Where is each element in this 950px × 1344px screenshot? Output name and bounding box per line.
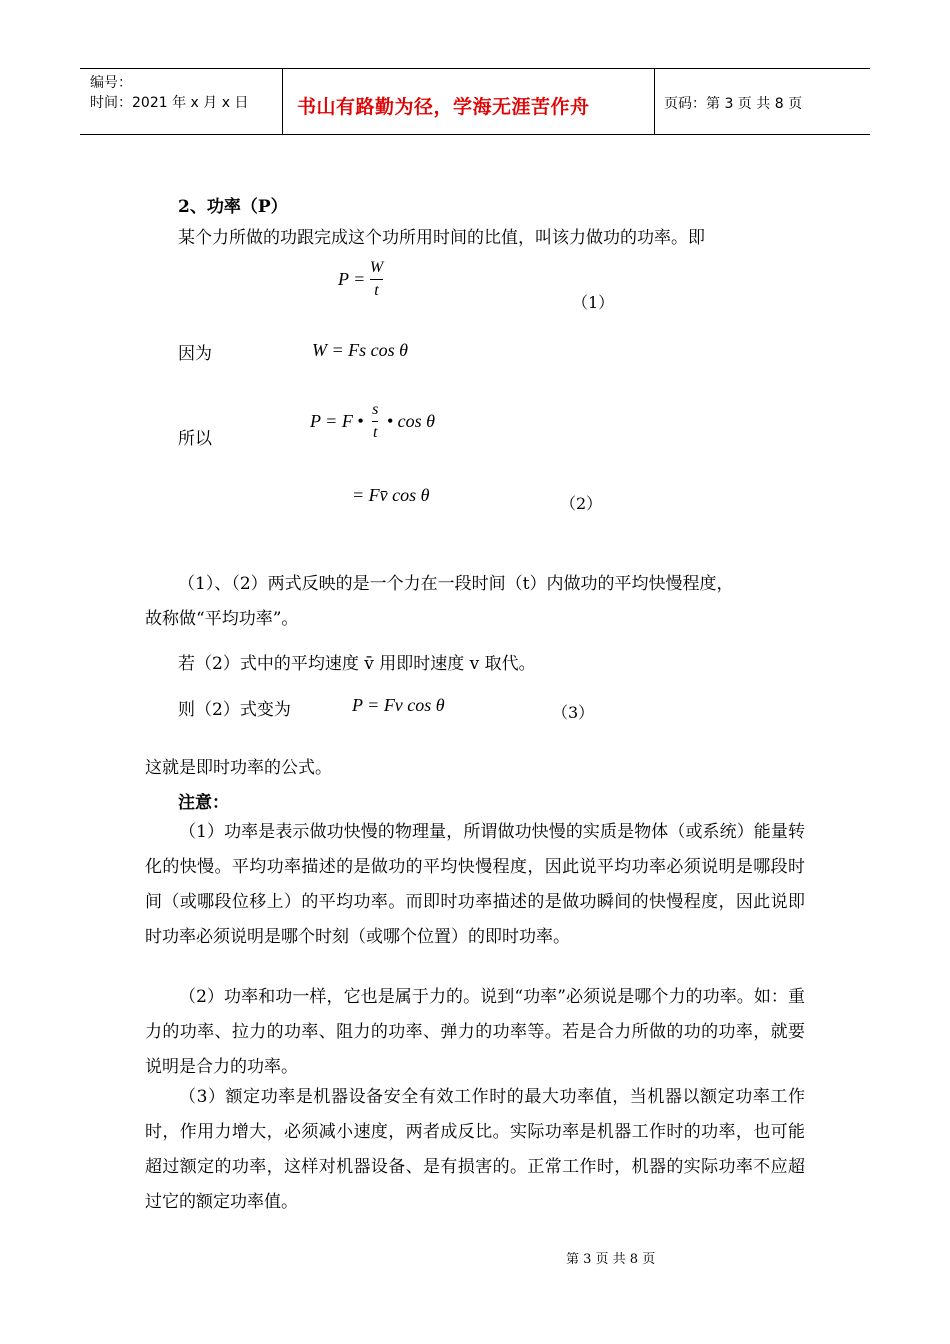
eq1-lhs: P =: [338, 269, 366, 289]
equation-3-label: 则（2）式变为: [178, 700, 291, 720]
header-top-border: [80, 68, 870, 69]
header-time-label: 时间：2021 年 x 月 x 日: [90, 95, 249, 111]
header-motto: 书山有路勤为径，学海无涯苦作舟: [297, 96, 590, 118]
eq1-numerator: W: [369, 259, 384, 276]
note-2: （2）功率和功一样，它也是属于力的。说到“功率”必须说是哪个力的功率。如：重力的功率、拉力的功率、阻力的功率、弹力的功率等。若是合力所做的功的功率，就要说明是合力的功率。: [145, 987, 805, 1077]
eq2a-lhs: P = F •: [310, 411, 364, 431]
section-title: 2、功率（P）: [178, 197, 288, 217]
eq1-denominator: t: [374, 282, 379, 299]
equation-work: W = Fs cos θ: [312, 340, 408, 360]
note-3: （3）额定功率是机器设备安全有效工作时的最大功率值，当机器以额定功率工作时，作用力增大，必须减小速度，两者成反比。实际功率是机器工作时的功率，也可能超过额定的功率，这样对机器设备、是有损害的。正常工作时，机器的实际功率不应超过它的额定功率值。: [145, 1087, 805, 1212]
paragraph-average-power-line2: 故称做“平均功率”。: [145, 609, 299, 629]
equation-3: P = Fv cos θ: [352, 695, 445, 715]
eq1-fraction-bar: [370, 279, 383, 280]
header-page-info: 页码：第 3 页 共 8 页: [664, 96, 803, 112]
equation-1: [338, 258, 383, 301]
equation-2a: [310, 400, 435, 443]
because-label: 因为: [178, 344, 212, 364]
eq2a-numerator: s: [372, 401, 379, 418]
eq2a-rhs: • cos θ: [386, 411, 435, 431]
section-intro: 某个力所做的功跟完成这个功所用时间的比值，叫该力做功的功率。即: [178, 228, 705, 248]
equation-2-number: （2）: [560, 494, 603, 513]
note-title: 注意：: [178, 793, 229, 813]
equation-3-number: （3）: [552, 703, 595, 722]
eq2a-denominator: t: [373, 424, 378, 441]
paragraph-instant-velocity: 若（2）式中的平均速度 v̄ 用即时速度 v 取代。: [178, 654, 536, 674]
header-code-label: 编号：: [90, 75, 132, 91]
note-1: （1）功率是表示做功快慢的物理量，所谓做功快慢的实质是物体（或系统）能量转化的快慢。平均功率描述的是做功的平均快慢程度，因此说平均功率必须说明是哪段时间（或哪段位移上）的平均功率。而即时功率描述的是做功瞬间的快慢程度，因此说即时功率必须说明是哪个时刻（或哪个位置）的即时功率。: [145, 822, 805, 947]
eq2a-fraction-bar: [372, 421, 378, 422]
so-label: 所以: [178, 429, 212, 449]
eq1-fraction: [370, 258, 383, 301]
equation-2b: = Fv̄ cos θ: [352, 485, 430, 505]
paragraph-average-power-line1: （1）、（2）两式反映的是一个力在一段时间（t）内做功的平均快慢程度，: [178, 574, 734, 594]
eq2a-fraction: [372, 400, 378, 443]
header-bottom-border: [80, 134, 870, 135]
instant-power-statement: 这就是即时功率的公式。: [145, 758, 332, 778]
header-divider-right: [654, 68, 655, 135]
equation-1-number: （1）: [572, 293, 615, 312]
header-divider-left: [282, 68, 283, 135]
footer-page-number: 第 3 页 共 8 页: [566, 1252, 656, 1267]
